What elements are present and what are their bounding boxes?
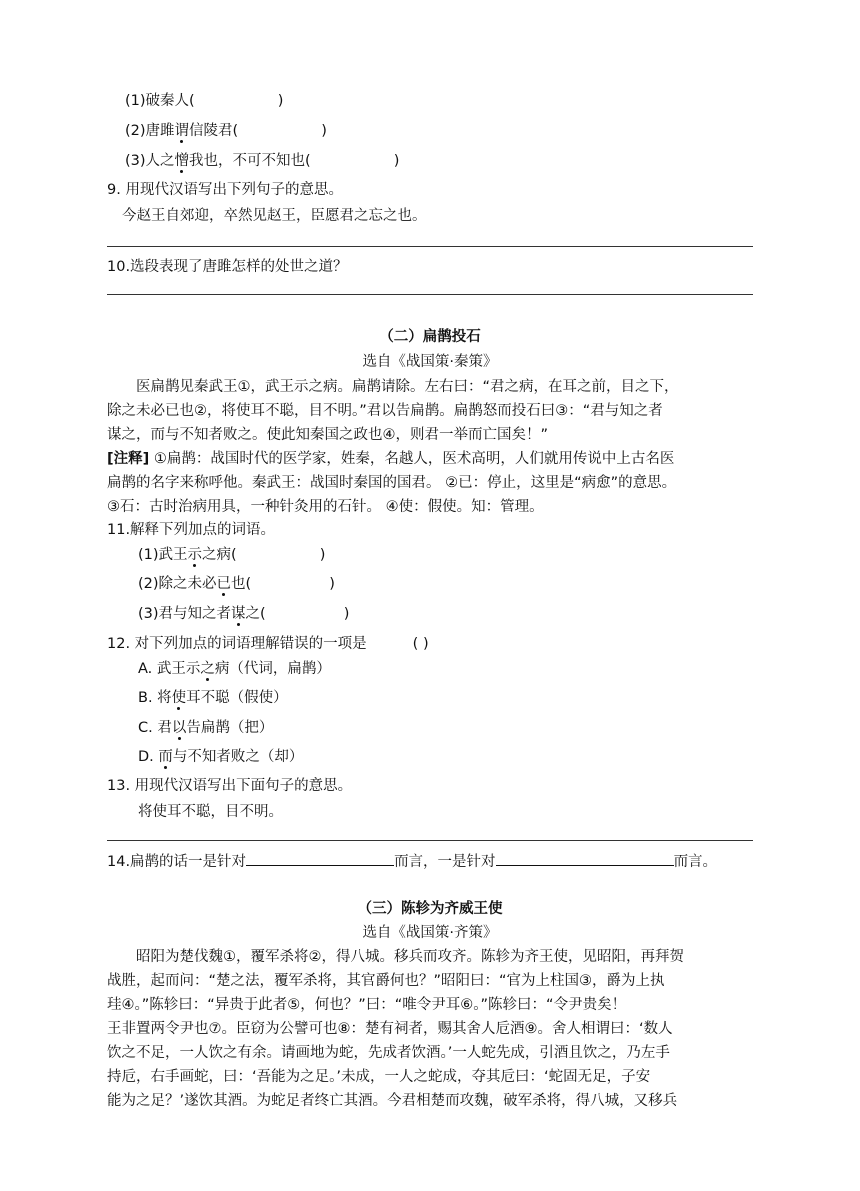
section-2-title: （二）扁鹊投石	[379, 329, 481, 345]
q12-option-b[interactable]: B. 将使耳不聪（假使）	[138, 690, 288, 706]
dotted-word: 示	[187, 547, 203, 563]
q8-item-3: (3)人之憎我也，不可不知也( )	[125, 153, 400, 169]
dotted-word: 而	[158, 749, 173, 765]
q12-option-c[interactable]: C. 君以告扁鹊（把）	[138, 720, 274, 736]
q12-option-a[interactable]: A. 武王示之病（代词，扁鹊）	[138, 661, 331, 677]
notes-line: ③石：古时治病用具，一种针灸用的石针。 ④使：假使。知：管理。	[107, 499, 544, 515]
section-3-source: 选自《战国策·齐策》	[362, 925, 498, 941]
dotted-word: 憎	[174, 153, 190, 169]
passage-line: 饮之不足，一人饮之有余。请画地为蛇，先成者饮酒。’一人蛇先成，引酒且饮之，乃左手	[107, 1045, 670, 1061]
passage-line: 珪④。”陈轸曰：“异贵于此者⑤，何也？”曰：“唯令尹耳⑥。”陈轸曰：“令尹贵矣！	[107, 997, 627, 1013]
question-14: 14.扁鹊的话一是针对 而言，一是针对 而言。	[107, 849, 717, 872]
passage-line: 除之未必已也②，将使耳不聪，目不明。”君以告扁鹊。扁鹊怒而投石曰③：“君与知之者	[107, 403, 663, 419]
passage-line: 能为之足？’遂饮其酒。为蛇足者终亡其酒。今君相楚而攻魏，破军杀将，得八城，又移兵	[107, 1093, 678, 1109]
dotted-word: 使	[171, 690, 187, 706]
answer-underline[interactable]	[246, 849, 394, 866]
q8-item-1: (1)破秦人( )	[125, 93, 284, 109]
question-13-sentence: 将使耳不聪，目不明。	[138, 804, 283, 820]
passage-line: 谋之，而与不知者败之。使此知秦国之政也④，则君一举而亡国矣！”	[107, 427, 549, 443]
passage-line: 王非置两令尹也⑦。臣窃为公譬可也⑧：楚有祠者，赐其舍人卮酒⑨。舍人相谓曰：‘数人	[107, 1021, 673, 1037]
dotted-word: 谓	[174, 123, 190, 139]
section-3-title: （三）陈轸为齐威王使	[357, 901, 503, 917]
q8-item-1-text: (1)破秦人(	[125, 93, 195, 109]
q11-item-3: (3)君与知之者谋之( )	[138, 606, 350, 622]
answer-line[interactable]	[107, 840, 753, 841]
notes-label: [注释]	[107, 451, 150, 467]
passage-line: 持卮，右手画蛇，曰：‘吾能为之足。’未成，一人之蛇成，夺其卮曰：‘蛇固无足，子安	[107, 1069, 651, 1085]
question-9-sentence: 今赵王自郊迎，卒然见赵王，臣愿君之忘之也。	[122, 208, 427, 224]
q11-item-2: (2)除之未必已也( )	[138, 576, 335, 592]
answer-line[interactable]	[107, 294, 753, 295]
dotted-word: 已	[216, 576, 232, 592]
question-10: 10.选段表现了唐雎怎样的处世之道？	[107, 259, 348, 275]
passage-line: 战胜，起而问：“楚之法，覆军杀将，其官爵何也？”昭阳曰：“官为上柱国③，爵为上执	[107, 973, 665, 989]
answer-line[interactable]	[107, 246, 753, 247]
answer-paren[interactable]: ( )	[412, 636, 429, 652]
dotted-word: 以	[171, 720, 187, 736]
passage-line: 昭阳为楚伐魏①，覆军杀将②，得八城。移兵而攻齐。陈轸为齐王使，见昭阳，再拜贺	[136, 949, 684, 965]
question-11: 11.解释下列加点的词语。	[107, 522, 276, 538]
passage-line: 医扁鹊见秦武王①，武王示之病。扁鹊请除。左右曰：“君之病，在耳之前，目之下，	[136, 379, 679, 395]
q12-option-d[interactable]: D. 而与不知者败之（却）	[138, 749, 304, 765]
answer-underline[interactable]	[496, 849, 674, 866]
question-12: 12. 对下列加点的词语理解错误的一项是 ( )	[107, 636, 429, 652]
question-9: 9. 用现代汉语写出下列句子的意思。	[107, 182, 343, 198]
dotted-word: 之	[200, 661, 215, 677]
notes-line: [注释] ①扁鹊：战国时代的医学家，姓秦，名越人，医术高明，人们就用传说中上古名医	[107, 451, 675, 467]
notes-line: 扁鹊的名字来称呼他。秦武王：战国时秦国的国君。 ②已：停止，这里是“病愈”的意思。	[107, 475, 677, 491]
section-2-source: 选自《战国策·秦策》	[362, 354, 498, 370]
q8-item-2: (2)唐雎谓信陵君( )	[125, 123, 327, 139]
dotted-word: 谋	[231, 606, 246, 622]
q11-item-1: (1)武王示之病( )	[138, 547, 326, 563]
question-13: 13. 用现代汉语写出下面句子的意思。	[107, 778, 353, 794]
